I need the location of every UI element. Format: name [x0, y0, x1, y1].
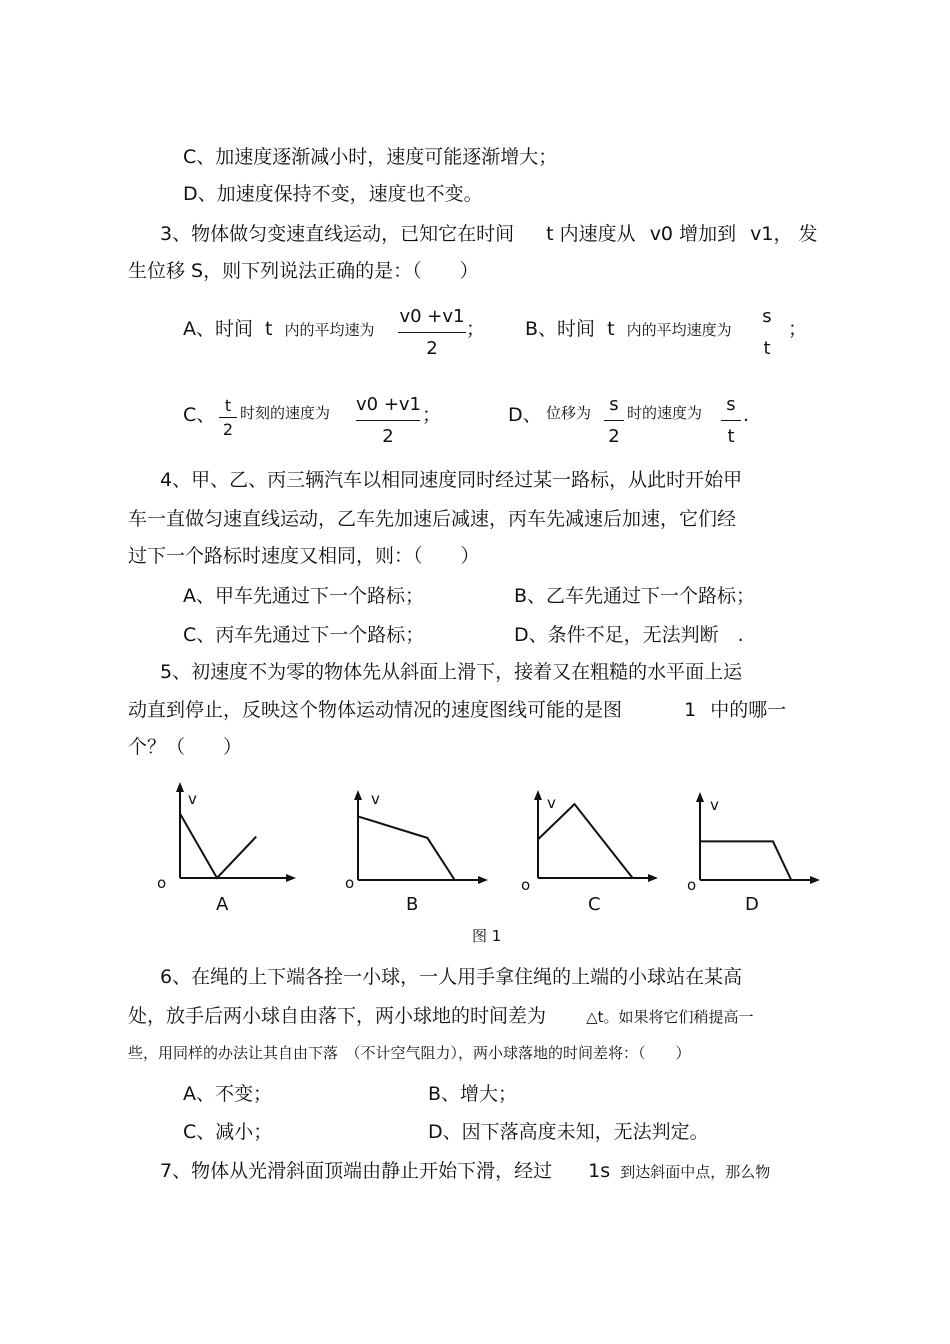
- q6-line2-text: 处，放手后两小球自由落下，两小球地的时间差为: [128, 1005, 547, 1027]
- graph-b-label: B: [406, 894, 419, 915]
- q6-option-c: C、减小；: [183, 1121, 273, 1143]
- fraction-numerator: s: [726, 394, 736, 415]
- q3-stem-v1: v1，: [750, 223, 793, 245]
- q3-option-c-text: 时刻的速度为: [240, 404, 331, 422]
- graph-d-origin: o: [687, 876, 697, 894]
- fraction-bar: [219, 417, 237, 418]
- y-axis-arrow: [696, 792, 704, 802]
- x-axis-arrow: [648, 874, 658, 882]
- q6-line1: 6、在绳的上下端各拴一小球，一人用手拿住绳的上端的小球站在某高: [160, 966, 743, 988]
- q3-option-d-end: .: [743, 404, 750, 426]
- fraction-denominator: t: [763, 338, 771, 359]
- q3-option-b: [525, 320, 732, 339]
- q3-stem-v0: v0: [649, 223, 674, 245]
- q3-option-a-text: 内的平均速为: [284, 321, 375, 339]
- y-axis-arrow: [176, 782, 184, 792]
- q7-time: 1s: [588, 1160, 611, 1182]
- fraction-denominator: 2: [382, 426, 394, 447]
- q3-stem-text: 3、物体做匀变速直线运动，已知它在时间: [160, 223, 515, 245]
- q3-option-b-end: ；: [788, 318, 808, 340]
- graph-c-origin: o: [521, 876, 531, 894]
- fraction-denominator: t: [727, 426, 735, 447]
- q3-option-a-prefix: A、时间: [183, 318, 253, 340]
- q5-line3: 个？（ ）: [128, 736, 243, 758]
- fraction-numerator: s: [609, 394, 619, 415]
- velocity-line: [180, 814, 256, 878]
- q2-option-d: D、加速度保持不变，速度也不变。: [183, 183, 483, 205]
- q3-option-c-time-fraction: [219, 398, 237, 438]
- y-axis-arrow: [534, 790, 542, 800]
- q5-line2: [128, 701, 786, 720]
- graph-a-origin: o: [157, 874, 167, 892]
- q3-option-d-fraction: [721, 396, 741, 446]
- q6-option-a: A、不变；: [183, 1083, 272, 1105]
- q4-option-c: C、丙车先通过下一个路标；: [183, 624, 425, 646]
- graph-a-label: A: [216, 894, 229, 915]
- q3-option-d-position-fraction: [604, 396, 624, 446]
- q3-option-c-fraction: [356, 396, 420, 446]
- q4-line3: 过下一个路标时速度又相同，则：（ ）: [128, 545, 480, 567]
- q3-option-a-t: t: [265, 318, 273, 340]
- q5-line1: 5、初速度不为零的物体先从斜面上滑下，接着又在粗糙的水平面上运: [160, 661, 743, 683]
- fraction-bar: [757, 332, 777, 333]
- q3-stem-occur: 发: [798, 223, 818, 245]
- q3-option-d-text2: 时的速度为: [627, 404, 703, 422]
- q7-line1-end: 到达斜面中点，那么物: [620, 1163, 771, 1181]
- fraction-denominator: 2: [222, 420, 234, 439]
- figure-caption: 图 1: [472, 927, 502, 945]
- fraction-bar: [356, 420, 420, 421]
- q3-option-b-fraction: [757, 308, 777, 358]
- q3-option-c-end: ；: [422, 404, 442, 426]
- q4-option-b: B、乙车先通过下一个路标；: [514, 585, 756, 607]
- q3-stem-increase: 增加到: [679, 223, 737, 245]
- x-axis-arrow: [478, 876, 488, 884]
- q3-stem-line2: 生位移 S，则下列说法正确的是：（ ）: [128, 260, 479, 282]
- fraction-bar: [398, 332, 466, 333]
- fraction-numerator: v0 +v1: [356, 394, 422, 415]
- q3-stem-line1: [160, 225, 818, 244]
- graph-c-label: C: [588, 894, 601, 915]
- graph-a-axis-v: v: [188, 790, 197, 808]
- fraction-numerator: v0 +v1: [399, 306, 465, 327]
- graph-c-axis-v: v: [547, 794, 556, 812]
- x-axis-arrow: [810, 876, 820, 884]
- q5-figure-number: 1: [684, 699, 697, 721]
- q3-option-a-fraction: [398, 308, 466, 358]
- graph-d-axis-v: v: [710, 796, 719, 814]
- q5-line2-text: 动直到停止，反映这个物体运动情况的速度图线可能的是图: [128, 699, 623, 721]
- q6-line3: 些，用同样的办法让其自由下落 （不计空气阻力），两小球落地的时间差将：（ ）: [128, 1044, 691, 1062]
- fraction-numerator: t: [224, 396, 232, 415]
- q6-option-d: D、因下落高度未知，无法判定。: [428, 1121, 709, 1143]
- fraction-denominator: 2: [426, 338, 438, 359]
- q6-line2: [128, 1007, 753, 1026]
- q3-option-d-prefix: D、: [508, 404, 542, 426]
- q6-line2-delta: △t。如果将它们稍提高一: [586, 1008, 754, 1026]
- velocity-line: [358, 816, 455, 880]
- fraction-bar: [604, 420, 624, 421]
- graph-b-origin: o: [345, 874, 355, 892]
- graph-d-label: D: [745, 894, 759, 915]
- y-axis-arrow: [354, 790, 362, 800]
- q2-option-c: C、加速度逐渐减小时，速度可能逐渐增大；: [183, 146, 558, 168]
- q3-option-b-text: 内的平均速度为: [626, 321, 732, 339]
- fraction-numerator: s: [762, 306, 772, 327]
- q4-line1: 4、甲、乙、丙三辆汽车以相同速度同时经过某一路标，从此时开始甲: [160, 469, 743, 491]
- velocity-line: [700, 841, 791, 880]
- velocity-line: [538, 804, 633, 878]
- q4-option-a: A、甲车先通过下一个路标；: [183, 585, 424, 607]
- x-axis-arrow: [286, 874, 296, 882]
- q3-option-d-text1: 位移为: [546, 404, 592, 422]
- q3-option-c-prefix: C、: [183, 404, 216, 426]
- q3-option-b-prefix: B、时间: [525, 318, 596, 340]
- q6-option-b: B、增大；: [428, 1083, 518, 1105]
- q3-option-b-t: t: [607, 318, 615, 340]
- q4-option-d: D、条件不足，无法判断 .: [514, 624, 744, 646]
- q3-option-a-end: ；: [466, 318, 486, 340]
- fraction-denominator: 2: [608, 426, 620, 447]
- fraction-bar: [721, 420, 741, 421]
- graph-b-axis-v: v: [371, 790, 380, 808]
- q7-line1-text: 7、物体从光滑斜面顶端由静止开始下滑，经过: [160, 1160, 553, 1182]
- q7-line1: [160, 1162, 770, 1181]
- q5-line2-end: 中的哪一: [710, 699, 787, 721]
- q4-line2: 车一直做匀速直线运动，乙车先加速后减速，丙车先减速后加速，它们经: [128, 508, 737, 530]
- q3-option-a: [183, 320, 375, 339]
- q3-stem-t: t 内速度从: [546, 223, 636, 245]
